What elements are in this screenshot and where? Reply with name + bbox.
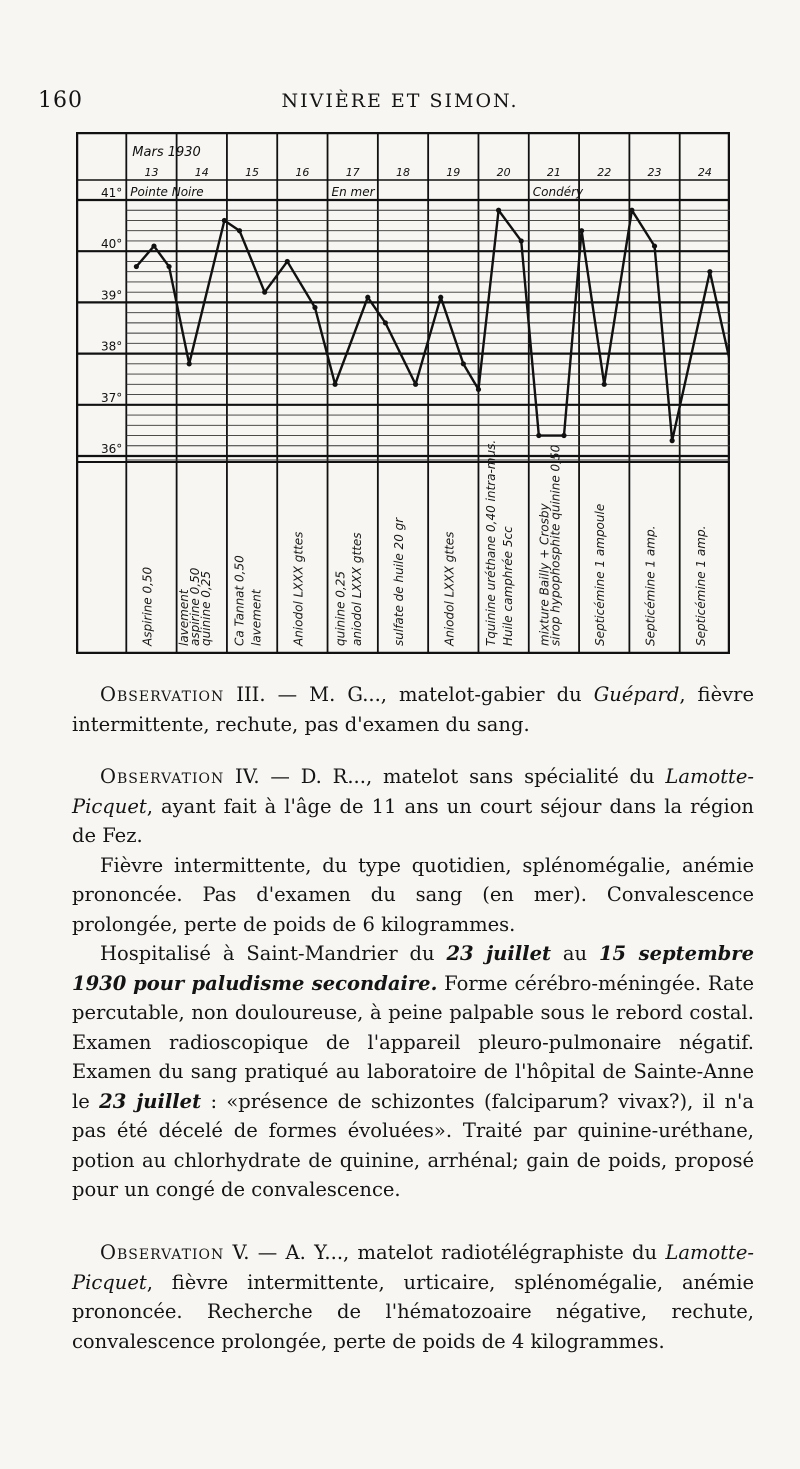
x-tick-label: 22 bbox=[597, 166, 612, 179]
obs5-ship: Lamotte-Picquet bbox=[72, 1241, 754, 1294]
y-tick-label: 38° bbox=[101, 339, 123, 354]
x-tick-label: 15 bbox=[245, 166, 260, 179]
temperature-point bbox=[413, 382, 418, 387]
medication-label: Septicémine 1 amp. bbox=[693, 525, 708, 646]
x-tick-label: 20 bbox=[496, 166, 511, 179]
temperature-point bbox=[438, 295, 443, 300]
temperature-point bbox=[365, 295, 370, 300]
temperature-point bbox=[536, 433, 541, 438]
chart-series bbox=[134, 208, 730, 449]
y-tick-label: 36° bbox=[101, 442, 123, 456]
medication-labels bbox=[140, 440, 707, 647]
obs4-date-3: 23 juillet bbox=[99, 1089, 202, 1113]
obs4-reason: pour paludisme secondaire. bbox=[133, 971, 438, 995]
obs4-ship: Lamotte-Picquet bbox=[72, 765, 754, 818]
obs4-numeral: IV. bbox=[235, 765, 260, 788]
x-tick-label: 23 bbox=[647, 166, 662, 179]
medication-label: quinine 0,25 bbox=[333, 570, 348, 646]
obs3-text-b: , fièvre intermittente, rechute, pas d'examen du sang. bbox=[72, 683, 754, 736]
medication-label: mixture Bailly + Crosby bbox=[537, 503, 552, 646]
medication-label: Septicémine 1 amp. bbox=[643, 525, 658, 646]
medication-label: lavement bbox=[249, 589, 264, 646]
medication-label: Ca Tannat 0,50 bbox=[232, 555, 247, 646]
x-tick-label: 19 bbox=[446, 166, 461, 179]
obs4-text-a: — D. R..., matelot sans spécialité du bbox=[259, 765, 666, 788]
temperature-point bbox=[151, 243, 156, 248]
obs4-date-2: 15 septembre 1930 bbox=[72, 942, 754, 995]
medication-label: aniodol LXXX gttes bbox=[350, 532, 365, 646]
chart-title: Mars 1930 bbox=[132, 145, 201, 160]
temperature-point bbox=[519, 238, 524, 243]
temperature-point bbox=[579, 228, 584, 233]
temperature-point bbox=[134, 264, 139, 269]
y-tick-label: 40° bbox=[101, 237, 123, 252]
obs4-p3-e: : «présence de schizontes (falciparum? vivax?), il n'a pas été décelé de formes évoluées». Traité par quinine-uréthane, potion au chlorhydrate de quinine, arrhénal; gain de poids, proposé pour un congé de convalescence. bbox=[72, 1089, 754, 1201]
y-tick-label: 39° bbox=[101, 288, 123, 303]
obs4-paragraph-2: Fièvre intermittente, du type quotidien, splénomégalie, anémie prononcée. Pas d'examen du sang (en mer). Convalescence prolongée, perte de poids de 6 kilogrammes. bbox=[72, 853, 754, 936]
obs4-paragraph-3 bbox=[72, 939, 754, 1205]
temperature-line bbox=[136, 210, 730, 446]
temperature-point bbox=[476, 387, 481, 392]
place-annotation: En mer bbox=[331, 185, 375, 199]
temperature-point bbox=[461, 361, 466, 366]
medication-label: quinine 0,25 bbox=[199, 570, 214, 646]
y-tick-label: 37° bbox=[101, 390, 123, 405]
temperature-point bbox=[332, 382, 337, 387]
temperature-point bbox=[602, 382, 607, 387]
medication-label: Huile camphrée 5cc bbox=[501, 526, 515, 646]
medication-label: sirop hypophosphite quinine 0,50 bbox=[548, 444, 563, 646]
medication-label: Tquinine uréthane 0,40 intra-mus. bbox=[484, 439, 499, 646]
medication-label: Aniodol LXXX gttes bbox=[442, 531, 457, 646]
obs4-p3-b: au bbox=[550, 942, 599, 965]
x-tick-label: 13 bbox=[144, 166, 159, 179]
observation-4 bbox=[72, 762, 754, 1205]
obs3-label: Observation bbox=[100, 683, 225, 706]
obs3-numeral: III. bbox=[236, 683, 266, 706]
obs4-p3-d: Forme cérébro-méningée. Rate percutable, non douloureuse, à peine palpable sous le rebord costal. Examen radioscopique de l'appareil pleuro-pulmonaire négatif. Examen du sang pratiqué au laboratoire de l'hôpital de Sainte-Anne le bbox=[72, 971, 754, 1113]
medication-label: aspirine 0,50 bbox=[187, 567, 202, 646]
x-tick-label: 14 bbox=[194, 166, 209, 179]
medication-label: Septicémine 1 ampoule bbox=[593, 503, 608, 646]
x-tick-label: 18 bbox=[396, 166, 410, 179]
obs5-text-a: — A. Y..., matelot radiotélégraphiste du bbox=[249, 1241, 666, 1264]
temperature-point bbox=[707, 269, 712, 274]
x-tick-label: 17 bbox=[345, 166, 360, 179]
temperature-point bbox=[383, 320, 388, 325]
temperature-point bbox=[670, 438, 675, 443]
temperature-chart bbox=[76, 132, 730, 654]
temperature-point bbox=[187, 361, 192, 366]
temperature-point bbox=[312, 305, 317, 310]
chart-labels bbox=[101, 145, 712, 456]
observation-5 bbox=[72, 1238, 754, 1356]
x-tick-label: 16 bbox=[295, 166, 310, 179]
place-annotation: Condéry bbox=[532, 185, 584, 199]
temperature-point bbox=[629, 208, 634, 213]
page-number: 160 bbox=[38, 88, 83, 113]
obs3-ship: Guépard bbox=[593, 683, 680, 706]
y-tick-label: 41° bbox=[101, 186, 123, 200]
medication-label: Aniodol LXXX gttes bbox=[291, 531, 306, 646]
temperature-point bbox=[561, 433, 566, 438]
observation-3 bbox=[72, 680, 754, 739]
temperature-point bbox=[285, 259, 290, 264]
page-header bbox=[0, 86, 800, 116]
temperature-point bbox=[652, 243, 657, 248]
temperature-point bbox=[222, 218, 227, 223]
obs4-date-1: 23 juillet bbox=[446, 942, 551, 965]
running-head: NIVIÈRE ET SIMON. bbox=[281, 90, 519, 112]
medication-label: Aspirine 0,50 bbox=[140, 566, 155, 646]
temperature-point bbox=[262, 290, 267, 295]
x-tick-label: 21 bbox=[546, 166, 561, 179]
temperature-point bbox=[166, 264, 171, 269]
obs5-numeral: V. bbox=[232, 1241, 250, 1264]
x-tick-label: 24 bbox=[697, 166, 712, 179]
obs5-text-b: , fièvre intermittente, urticaire, splénomégalie, anémie prononcée. Recherche de l'hématozoaire négative, rechute, convalescence prolongée, perte de poids de 4 kilogrammes. bbox=[72, 1270, 754, 1353]
medication-label: lavement bbox=[176, 589, 191, 646]
place-annotation: Pointe Noire bbox=[130, 185, 204, 199]
obs4-label: Observation bbox=[100, 765, 225, 788]
obs3-text-a: — M. G..., matelot-gabier du bbox=[265, 683, 594, 706]
obs5-label: Observation bbox=[100, 1241, 225, 1264]
obs4-text-b: , ayant fait à l'âge de 11 ans un court séjour dans la région de Fez. bbox=[72, 794, 754, 847]
obs4-p3-a: Hospitalisé à Saint-Mandrier du bbox=[100, 942, 447, 965]
medication-label: sulfate de huile 20 gr bbox=[392, 517, 406, 646]
temperature-point bbox=[237, 228, 242, 233]
temperature-point bbox=[496, 208, 501, 213]
